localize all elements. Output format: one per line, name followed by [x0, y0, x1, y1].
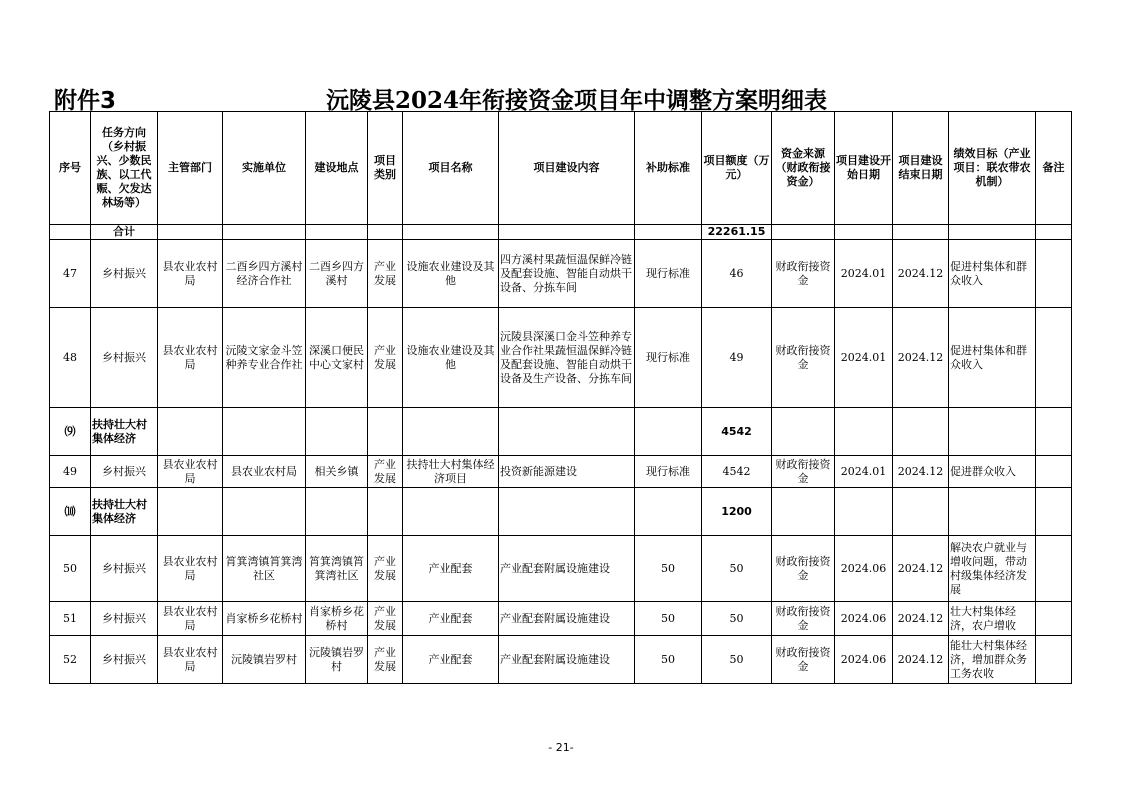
cell-direction: 乡村振兴 [91, 308, 158, 408]
group-number: ⑼ [50, 408, 91, 456]
cell-amount: 49 [702, 308, 772, 408]
total-amount: 22261.15 [702, 225, 772, 240]
header-cell: 备注 [1036, 112, 1072, 225]
cell-standard: 现行标准 [635, 456, 702, 488]
empty-cell [158, 488, 223, 536]
cell-source: 财政衔接资金 [772, 456, 835, 488]
empty-cell [158, 225, 223, 240]
cell-note [1036, 636, 1072, 684]
cell-amount: 50 [702, 602, 772, 636]
cell-unit: 沅陵文家金斗笠种养专业合作社 [223, 308, 306, 408]
cell-no: 49 [50, 456, 91, 488]
cell-note [1036, 240, 1072, 308]
cell-location: 沅陵镇岩罗村 [306, 636, 368, 684]
header-cell: 序号 [50, 112, 91, 225]
empty-cell [1036, 408, 1072, 456]
cell-location: 二酉乡四方溪村 [306, 240, 368, 308]
header-cell: 补助标准 [635, 112, 702, 225]
cell-no: 47 [50, 240, 91, 308]
cell-source: 财政衔接资金 [772, 240, 835, 308]
empty-cell [835, 488, 893, 536]
group-amount: 1200 [702, 488, 772, 536]
cell-standard: 50 [635, 536, 702, 602]
cell-name: 产业配套 [403, 636, 499, 684]
group-label: 扶持壮大村集体经济 [91, 408, 158, 456]
empty-cell [772, 408, 835, 456]
empty-cell [223, 488, 306, 536]
cell-content: 沅陵县深溪口金斗笠种养专业合作社果蔬恒温保鲜冷链及配套设施、智能自动烘干设备及生产设备、分拣车间 [499, 308, 635, 408]
cell-standard: 现行标准 [635, 308, 702, 408]
annex-label: 附件3 [54, 88, 117, 114]
empty-cell [949, 488, 1036, 536]
table-row [50, 602, 1072, 636]
cell-goal: 壮大村集体经济，农户增收 [949, 602, 1036, 636]
cell-no: 48 [50, 308, 91, 408]
header-cell: 资金来源（财政衔接资金） [772, 112, 835, 225]
empty-cell [1036, 488, 1072, 536]
empty-cell [893, 225, 949, 240]
cell-start: 2024.06 [835, 602, 893, 636]
cell-end: 2024.12 [893, 602, 949, 636]
header-cell: 项目额度（万元） [702, 112, 772, 225]
cell-source: 财政衔接资金 [772, 636, 835, 684]
cell-end: 2024.12 [893, 240, 949, 308]
cell-end: 2024.12 [893, 456, 949, 488]
cell-category: 产业发展 [368, 240, 403, 308]
cell-unit: 筲箕湾镇筲箕湾社区 [223, 536, 306, 602]
cell-amount: 50 [702, 536, 772, 602]
cell-end: 2024.12 [893, 308, 949, 408]
cell-direction: 乡村振兴 [91, 240, 158, 308]
cell-no: 52 [50, 636, 91, 684]
project-table [49, 111, 1072, 684]
cell-category: 产业发展 [368, 536, 403, 602]
cell-category: 产业发展 [368, 456, 403, 488]
table-row [50, 636, 1072, 684]
table-row [50, 456, 1072, 488]
cell-dept: 县农业农村局 [158, 308, 223, 408]
table-row [50, 308, 1072, 408]
cell-unit: 二酉乡四方溪村经济合作社 [223, 240, 306, 308]
cell-unit: 沅陵镇岩罗村 [223, 636, 306, 684]
empty-cell [949, 225, 1036, 240]
header-cell: 项目名称 [403, 112, 499, 225]
cell-goal: 能壮大村集体经济，增加群众务工务农收 [949, 636, 1036, 684]
cell-amount: 50 [702, 636, 772, 684]
cell-goal: 解决农户就业与增收问题，带动村级集体经济发展 [949, 536, 1036, 602]
empty-cell [306, 225, 368, 240]
empty-cell [306, 408, 368, 456]
header-cell: 项目类别 [368, 112, 403, 225]
cell-name: 设施农业建设及其他 [403, 308, 499, 408]
empty-cell [403, 488, 499, 536]
cell-content: 产业配套附属设施建设 [499, 536, 635, 602]
page-number: - 21- [548, 741, 574, 754]
cell-note [1036, 536, 1072, 602]
empty-cell [635, 488, 702, 536]
cell-goal: 促进村集体和群众收入 [949, 308, 1036, 408]
group-row [50, 408, 1072, 456]
cell-note [1036, 308, 1072, 408]
cell-dept: 县农业农村局 [158, 636, 223, 684]
cell-location: 筲箕湾镇筲箕湾社区 [306, 536, 368, 602]
empty-cell [835, 225, 893, 240]
cell-goal: 促进村集体和群众收入 [949, 240, 1036, 308]
header-cell: 项目建设结束日期 [893, 112, 949, 225]
cell-category: 产业发展 [368, 602, 403, 636]
cell-content: 产业配套附属设施建设 [499, 602, 635, 636]
cell-name: 产业配套 [403, 602, 499, 636]
empty-cell [50, 225, 91, 240]
cell-start: 2024.06 [835, 636, 893, 684]
cell-name: 扶持壮大村集体经济项目 [403, 456, 499, 488]
empty-cell [499, 408, 635, 456]
empty-cell [772, 225, 835, 240]
cell-source: 财政衔接资金 [772, 602, 835, 636]
cell-direction: 乡村振兴 [91, 456, 158, 488]
cell-category: 产业发展 [368, 308, 403, 408]
empty-cell [893, 408, 949, 456]
cell-start: 2024.01 [835, 240, 893, 308]
empty-cell [368, 408, 403, 456]
header-cell: 任务方向（乡村振兴、少数民族、以工代赈、欠发达林场等） [91, 112, 158, 225]
total-row [50, 225, 1072, 240]
cell-content: 产业配套附属设施建设 [499, 636, 635, 684]
cell-location: 深溪口便民中心文家村 [306, 308, 368, 408]
empty-cell [499, 225, 635, 240]
group-label: 扶持壮大村集体经济 [91, 488, 158, 536]
cell-dept: 县农业农村局 [158, 536, 223, 602]
cell-start: 2024.06 [835, 536, 893, 602]
cell-amount: 4542 [702, 456, 772, 488]
cell-goal: 促进群众收入 [949, 456, 1036, 488]
total-label: 合计 [91, 225, 158, 240]
header-cell: 实施单位 [223, 112, 306, 225]
cell-unit: 县农业农村局 [223, 456, 306, 488]
cell-source: 财政衔接资金 [772, 308, 835, 408]
cell-note [1036, 602, 1072, 636]
empty-cell [306, 488, 368, 536]
cell-no: 51 [50, 602, 91, 636]
empty-cell [368, 488, 403, 536]
header-cell: 主管部门 [158, 112, 223, 225]
header-cell: 项目建设内容 [499, 112, 635, 225]
cell-content: 投资新能源建设 [499, 456, 635, 488]
group-row [50, 488, 1072, 536]
cell-location: 肖家桥乡花桥村 [306, 602, 368, 636]
header-cell: 建设地点 [306, 112, 368, 225]
group-amount: 4542 [702, 408, 772, 456]
header-cell: 绩效目标（产业项目：联农带农机制） [949, 112, 1036, 225]
cell-direction: 乡村振兴 [91, 536, 158, 602]
cell-dept: 县农业农村局 [158, 456, 223, 488]
cell-end: 2024.12 [893, 636, 949, 684]
empty-cell [1036, 225, 1072, 240]
group-number: ⑽ [50, 488, 91, 536]
cell-name: 产业配套 [403, 536, 499, 602]
cell-unit: 肖家桥乡花桥村 [223, 602, 306, 636]
empty-cell [835, 408, 893, 456]
empty-cell [158, 408, 223, 456]
cell-start: 2024.01 [835, 456, 893, 488]
cell-category: 产业发展 [368, 636, 403, 684]
cell-start: 2024.01 [835, 308, 893, 408]
empty-cell [949, 408, 1036, 456]
empty-cell [635, 225, 702, 240]
cell-no: 50 [50, 536, 91, 602]
cell-location: 相关乡镇 [306, 456, 368, 488]
header-row [50, 112, 1072, 225]
empty-cell [772, 488, 835, 536]
empty-cell [403, 408, 499, 456]
cell-standard: 现行标准 [635, 240, 702, 308]
empty-cell [223, 408, 306, 456]
empty-cell [893, 488, 949, 536]
header-cell: 项目建设开始日期 [835, 112, 893, 225]
cell-name: 设施农业建设及其他 [403, 240, 499, 308]
cell-source: 财政衔接资金 [772, 536, 835, 602]
table-row [50, 536, 1072, 602]
table-row [50, 240, 1072, 308]
cell-note [1036, 456, 1072, 488]
document-title: 沅陵县2024年衔接资金项目年中调整方案明细表 [326, 87, 828, 114]
cell-dept: 县农业农村局 [158, 240, 223, 308]
empty-cell [403, 225, 499, 240]
empty-cell [368, 225, 403, 240]
cell-dept: 县农业农村局 [158, 602, 223, 636]
empty-cell [499, 488, 635, 536]
empty-cell [223, 225, 306, 240]
cell-end: 2024.12 [893, 536, 949, 602]
cell-content: 四方溪村果蔬恒温保鲜冷链及配套设施、智能自动烘干设备、分拣车间 [499, 240, 635, 308]
empty-cell [635, 408, 702, 456]
cell-direction: 乡村振兴 [91, 636, 158, 684]
cell-standard: 50 [635, 602, 702, 636]
cell-standard: 50 [635, 636, 702, 684]
cell-direction: 乡村振兴 [91, 602, 158, 636]
cell-amount: 46 [702, 240, 772, 308]
